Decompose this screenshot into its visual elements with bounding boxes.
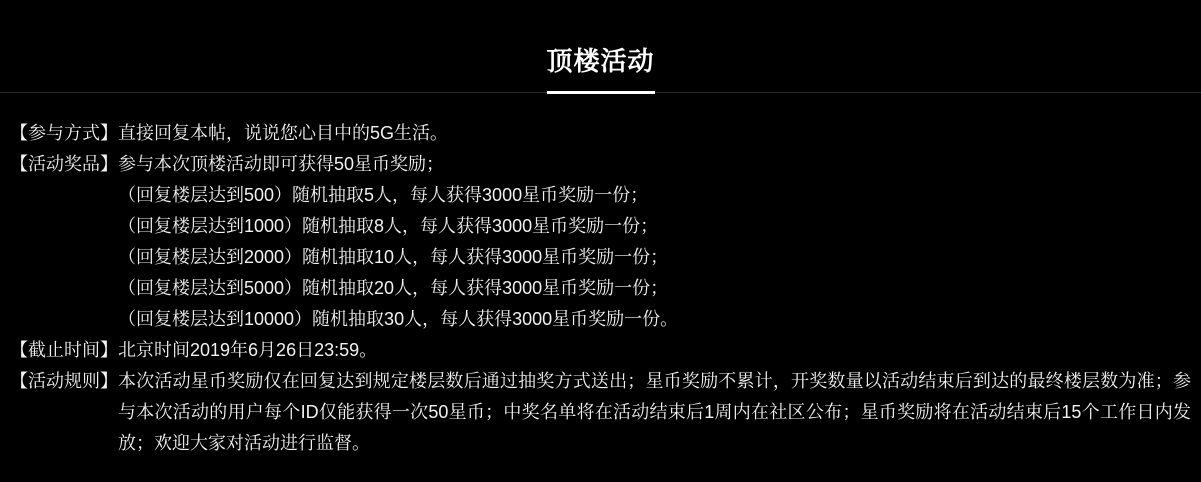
section-line: （回复楼层达到5000）随机抽取20人，每人获得3000星币奖励一份； [118, 278, 669, 298]
section-row-participation [10, 118, 1191, 149]
section-label: 【活动规则】 [10, 371, 118, 391]
page-title: 顶楼活动 [546, 46, 655, 76]
section-content [118, 118, 1191, 149]
section-line: （回复楼层达到1000）随机抽取8人，每人获得3000星币奖励一份； [118, 216, 659, 236]
title-divider [0, 92, 1201, 93]
section-line: （回复楼层达到500）随机抽取5人，每人获得3000星币奖励一份； [118, 185, 649, 205]
section-label: 【活动奖品】 [10, 154, 118, 174]
section-content [118, 149, 1191, 335]
section-line: 参与本次顶楼活动即可获得50星币奖励； [118, 154, 445, 174]
section-content [118, 335, 1191, 366]
section-label: 【截止时间】 [10, 340, 118, 360]
section-line: （回复楼层达到10000）随机抽取30人，每人获得3000星币奖励一份。 [118, 309, 679, 329]
section-label: 【参与方式】 [10, 123, 118, 143]
section-line: 直接回复本帖，说说您心目中的5G生活。 [118, 123, 449, 143]
title-underline-accent [547, 91, 655, 94]
section-content [118, 366, 1191, 459]
section-line: 本次活动星币奖励仅在回复达到规定楼层数后通过抽奖方式送出；星币奖励不累计，开奖数量以活动结束后到达的最终楼层数为准；参与本次活动的用户每个ID仅能获得一次50星币；中奖名单将在活动结束后1周内在社区公布；星币奖励将在活动结束后15个工作日内发放；欢迎大家对活动进行监督。 [118, 371, 1191, 453]
section-row-deadline [10, 335, 1191, 366]
section-row-rules [10, 366, 1191, 459]
section-line: （回复楼层达到2000）随机抽取10人，每人获得3000星币奖励一份； [118, 247, 669, 267]
activity-body [0, 118, 1201, 459]
section-line: 北京时间2019年6月26日23:59。 [118, 340, 378, 360]
section-row-prizes [10, 149, 1191, 335]
sections [10, 118, 1191, 459]
